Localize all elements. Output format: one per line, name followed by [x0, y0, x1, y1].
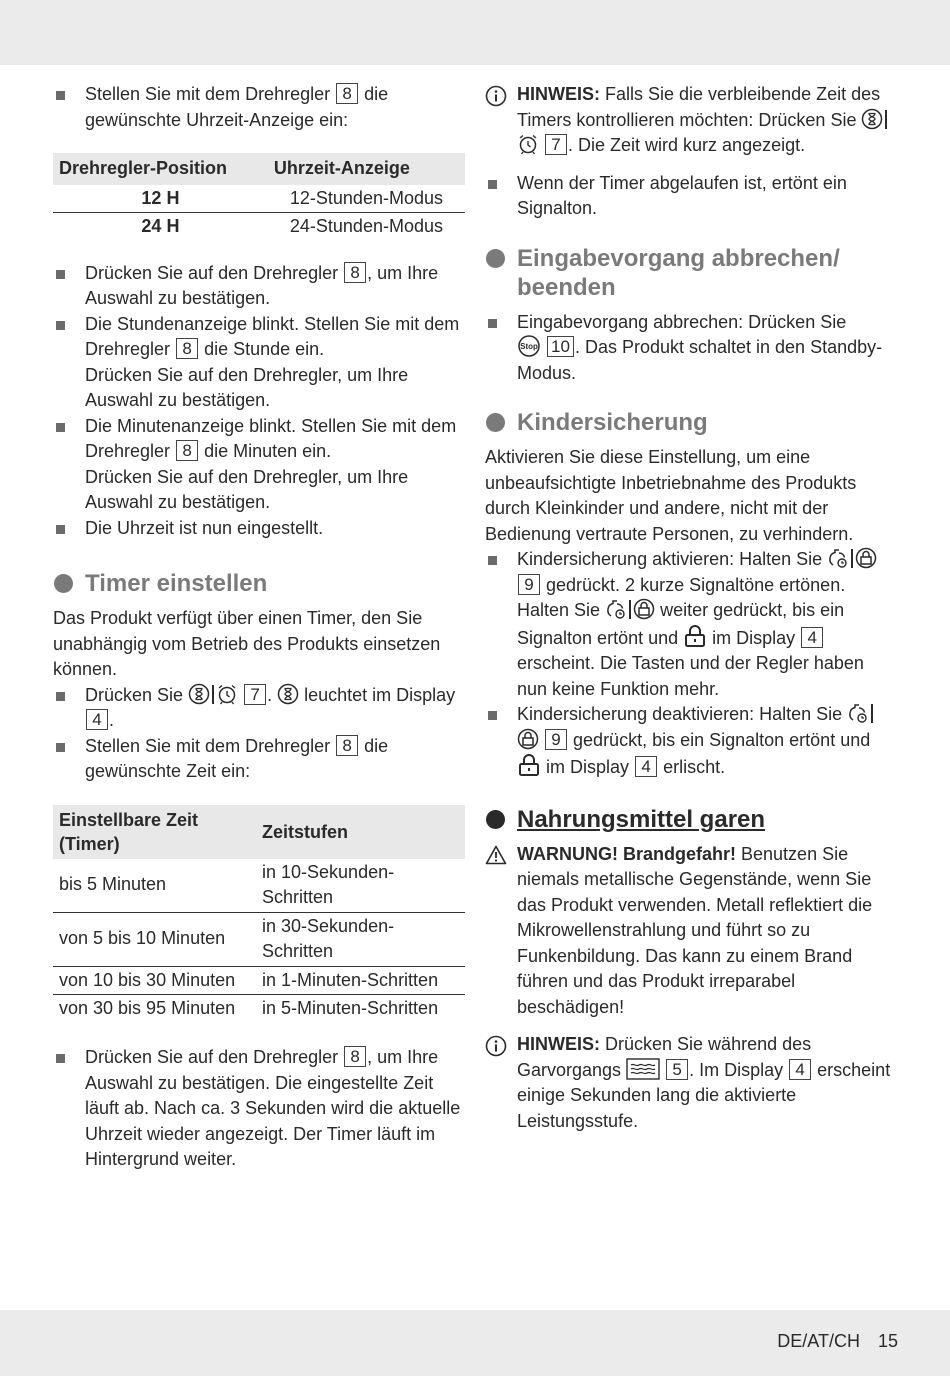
list-item [53, 312, 465, 414]
table-row [53, 966, 465, 995]
list-item [53, 261, 465, 312]
text: die Minuten ein. [204, 441, 332, 461]
text: gedrückt. 2 kurze Signaltöne ertönen. Halten Sie [517, 574, 846, 620]
clock-hand-icon [827, 547, 849, 569]
text: Drücken Sie [85, 684, 184, 705]
table-cell: bis 5 Minuten [53, 859, 256, 913]
part-number: 8 [344, 1046, 366, 1067]
text: die Stunde ein. [204, 339, 325, 359]
note-label: HINWEIS: [517, 1034, 600, 1054]
part-number: 8 [336, 735, 358, 756]
text: gedrückt, bis ein Signalton ertönt und [573, 729, 871, 750]
lock-icon [633, 598, 655, 620]
text: . Das Produkt schaltet in den Standby-Modus. [517, 337, 883, 383]
text: Drücken Sie auf den Drehregler, um Ihre Auswahl zu bestätigen. [85, 466, 409, 512]
part-number: 9 [518, 574, 540, 595]
bullet-dot-icon [486, 810, 505, 829]
stop-icon [517, 335, 541, 357]
text: Falls Sie die verbleibende Zeit des Timers kontrollieren möchten: Drücken Sie [517, 84, 881, 130]
section-heading [485, 805, 897, 834]
text: die gewünschte Zeit ein: [85, 735, 389, 781]
page-footer [777, 1329, 898, 1355]
text: Stellen Sie mit dem Drehregler [85, 735, 331, 756]
hourglass-icon [861, 108, 883, 130]
text: die gewünschte Uhrzeit-Anzeige ein: [85, 84, 389, 130]
part-number: 10 [547, 336, 574, 357]
table-cell: in 5-Minuten-Schritten [262, 998, 439, 1019]
clock-mode-table [53, 153, 465, 241]
right-column [485, 82, 897, 1134]
text: Drücken Sie auf den Drehregler [85, 262, 339, 283]
bullet-dot-icon [54, 574, 73, 593]
table-cell: in 30-Sekunden-Schritten [256, 912, 465, 966]
table-row [53, 185, 465, 213]
text: Die Uhrzeit ist nun eingestellt. [85, 517, 324, 538]
table-cell: in 10-Sekunden-Schritten [256, 859, 465, 913]
paragraph: Aktivieren Sie diese Einstellung, um eine unbeaufsichtigte Inbetriebnahme des Produkts durch Kleinkinder und andere, nicht mit der Bedienung vertraute Personen, zu verhindern. [485, 447, 857, 544]
table-header: Einstellbare Zeit (Timer) [53, 805, 256, 859]
text: im Display [546, 757, 630, 777]
table-cell: von 10 bis 30 Minuten [53, 966, 256, 995]
note-label: HINWEIS: [517, 84, 600, 104]
region-label: DE/AT/CH [777, 1330, 860, 1351]
page-number: 15 [877, 1330, 898, 1351]
table-row [53, 859, 465, 913]
heading-text: Eingabevorgang abbrechen/ beenden [517, 244, 840, 301]
header-bar [0, 0, 950, 65]
text: . Die Zeit wird kurz angezeigt. [568, 135, 806, 155]
part-number: 8 [344, 262, 366, 283]
table-header: Drehregler-Position [53, 153, 268, 185]
list-item [485, 171, 897, 222]
text: Stellen Sie mit dem Drehregler [85, 84, 331, 104]
text: , um Ihre Auswahl zu bestätigen. [85, 262, 439, 308]
list-item [53, 414, 465, 516]
part-number: 7 [545, 134, 567, 155]
list-item [485, 547, 897, 702]
list-item [485, 702, 897, 781]
info-icon [485, 85, 507, 107]
list-item [53, 82, 465, 133]
text: Kindersicherung aktivieren: Halten Sie [517, 549, 823, 569]
text: Wenn der Timer abgelaufen ist, ertönt ein Signalton. [517, 172, 847, 218]
text: erscheint. Die Tasten und der Regler haben nun keine Funktion mehr. [517, 653, 864, 699]
part-number: 4 [801, 627, 823, 648]
list-item [53, 734, 465, 785]
section-heading [485, 408, 897, 437]
table-row [53, 213, 465, 241]
text: Die Minutenanzeige blinkt. Stellen Sie mit dem Drehregler [85, 415, 457, 461]
text: . Im Display [689, 1059, 784, 1080]
table-cell: 12 H [53, 185, 268, 213]
list-item [53, 516, 465, 542]
section-heading [485, 244, 897, 302]
text: Drücken Sie auf den Drehregler [85, 1047, 339, 1067]
clock-hand-icon [847, 702, 869, 724]
table-header: Zeitstufen [256, 805, 465, 859]
text: erlischt. [663, 757, 726, 777]
alarm-clock-icon [216, 683, 238, 705]
separator [629, 600, 631, 619]
text: , um Ihre Auswahl zu bestätigen. Die eingestellte Zeit läuft ab. Nach ca. 3 Sekunden wird die aktuelle Uhrzeit wieder angezeigt. Der Timer läuft im Hintergrund weiter. [85, 1047, 461, 1169]
part-number: 9 [545, 729, 567, 750]
bullet-dot-icon [486, 249, 505, 268]
list-item [485, 310, 897, 387]
heading-text: Timer einstellen [85, 570, 268, 597]
hourglass-icon [188, 683, 210, 705]
part-number: 5 [666, 1059, 688, 1080]
text: erscheint einige Sekunden lang die aktivierte Leistungsstufe. [517, 1059, 891, 1131]
text: leuchtet im Display [304, 684, 456, 705]
table-row [53, 995, 465, 1024]
text: Drücken Sie während des Garvorgangs [517, 1034, 812, 1080]
table-cell: von 5 bis 10 Minuten [53, 912, 256, 966]
timer-steps-table [53, 805, 465, 1024]
part-number: 8 [176, 440, 198, 461]
clock-hand-icon [605, 598, 627, 620]
table-cell: 12-Stunden-Modus [268, 185, 465, 213]
heading-text: Nahrungsmittel garen [517, 805, 766, 833]
table-header: Uhrzeit-Anzeige [268, 153, 465, 185]
text: im Display [712, 627, 796, 648]
part-number: 4 [86, 709, 108, 730]
microwave-power-icon [626, 1058, 660, 1080]
separator [871, 704, 873, 723]
text: Drücken Sie auf den Drehregler, um Ihre Auswahl zu bestätigen. [85, 364, 409, 410]
list-item: Drücken Sie 7 . leuchtet im Display 4 . [53, 683, 465, 734]
part-number: 8 [176, 338, 198, 359]
table-cell: von 30 bis 95 Minuten [59, 998, 236, 1019]
note-block [485, 82, 897, 159]
padlock-icon [517, 753, 541, 777]
section-heading [53, 569, 465, 598]
warning-block [485, 842, 897, 1021]
warning-triangle-icon [485, 845, 507, 865]
part-number: 8 [336, 83, 358, 104]
text: Eingabevorgang abbrechen: Drücken Sie [517, 311, 847, 332]
text: Benutzen Sie niemals metallische Gegenstände, wenn Sie das Produkt verwenden. Metall reflektiert die Mikrowellenstrahlung und führt so zu Funkenbildung. Das kann zu einem Brand führen und das Produkt irreparabel beschädigen! [517, 843, 873, 1017]
hourglass-icon [277, 683, 299, 705]
lock-icon [855, 547, 877, 569]
warning-label: WARNUNG! Brandgefahr! [517, 843, 736, 864]
svg-text:Stop: Stop [520, 342, 538, 351]
table-cell: 24-Stunden-Modus [289, 216, 443, 236]
padlock-icon [683, 624, 707, 648]
note-block [485, 1032, 897, 1134]
text: weiter gedrückt, bis ein Signalton ertönt und [517, 600, 845, 648]
part-number: 4 [635, 756, 657, 777]
separator [851, 549, 853, 568]
table-cell: 24 H [141, 216, 180, 236]
text: Kindersicherung deaktivieren: Halten Sie [517, 704, 843, 724]
info-icon [485, 1035, 507, 1057]
left-column [53, 82, 465, 1173]
table-cell: in 1-Minuten-Schritten [256, 966, 465, 995]
paragraph: Das Produkt verfügt über einen Timer, den Sie unabhängig vom Betrieb des Produkts einsetzen können. [53, 608, 441, 679]
text: Die Stundenanzeige blinkt. Stellen Sie mit dem Drehregler [85, 313, 460, 359]
alarm-clock-icon [517, 133, 539, 155]
separator [212, 685, 214, 704]
list-item [53, 1045, 465, 1173]
part-number: 4 [789, 1059, 811, 1080]
separator [885, 110, 887, 129]
table-row [53, 912, 465, 966]
bullet-dot-icon [486, 413, 505, 432]
lock-icon [517, 728, 539, 750]
heading-text: Kindersicherung [517, 409, 708, 436]
part-number: 7 [244, 684, 266, 705]
